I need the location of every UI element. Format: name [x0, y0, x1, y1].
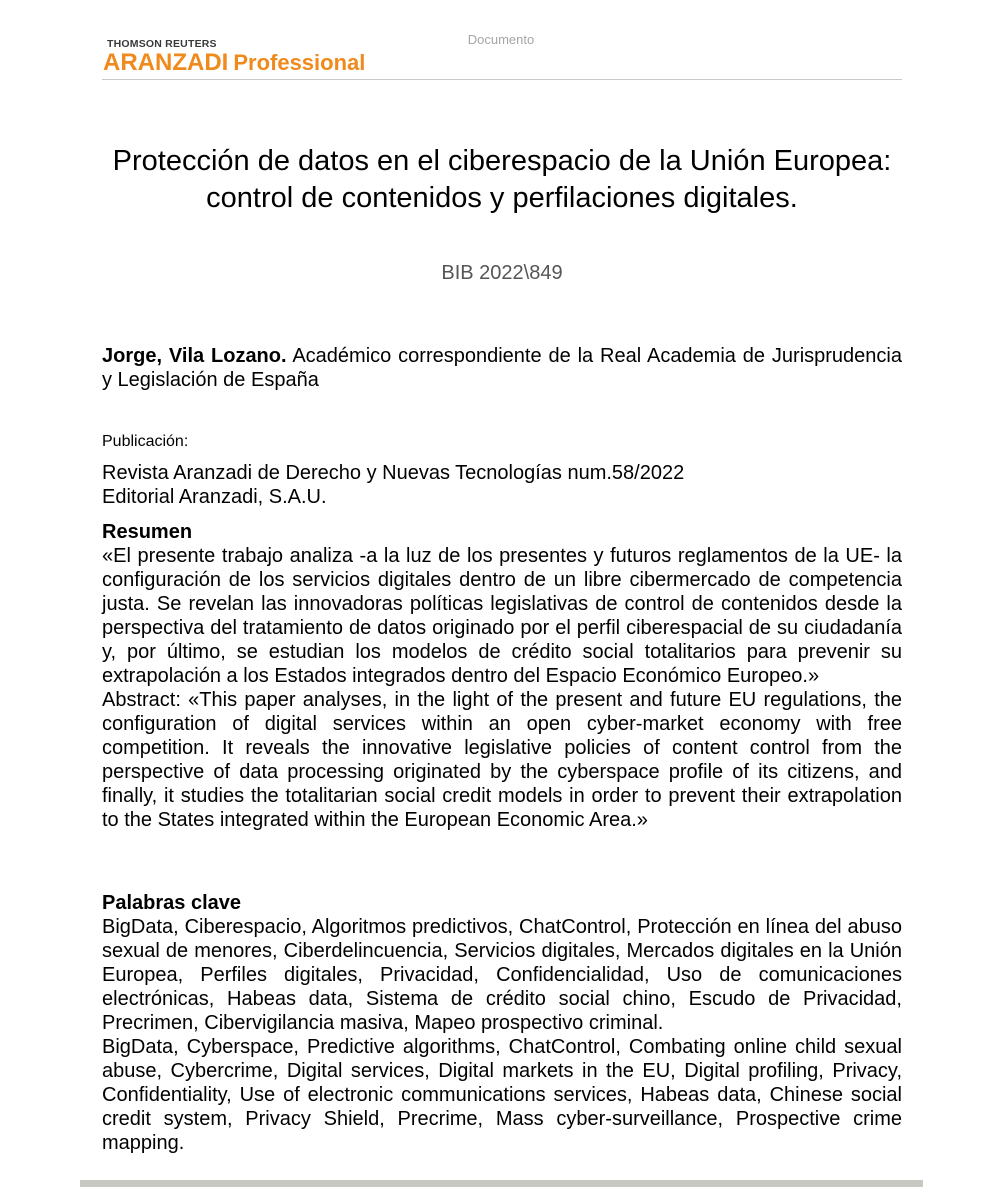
document-reference: BIB 2022\849: [441, 262, 563, 284]
header-divider: [102, 79, 902, 80]
keywords-english: BigData, Cyberspace, Predictive algorithms, ChatControl, Combating online child sexual abuse, Cybercrime, Digital services, Digital markets in the EU, Digital profiling, Privacy, Confidentiality, Use of electronic communications services, Habeas data, Chinese social credit system, Privacy Shield, Precrime, Mass cyber-surveillance, Prospective crime mapping.: [102, 1036, 902, 1154]
document-title: Protección de datos en el ciberespacio de la Unión Europea: control de contenidos y perfilaciones digitales.: [112, 145, 892, 214]
summary-english: Abstract: «This paper analyses, in the light of the present and future EU regulations, the configuration of digital services within an open cyber-market economy with free competition. It reveals the innovative legislative policies of content control from the perspective of data processing originated by the cyberspace profile of its citizens, and finally, it studies the totalitarian social credit models in order to prevent their extrapolation to the States integrated within the European Economic Area.»: [102, 689, 902, 831]
publication-block: [102, 461, 902, 509]
author-name: Jorge, Vila Lozano.: [102, 345, 287, 367]
keywords-section: [102, 891, 902, 1155]
page-bottom-bar: [80, 1180, 923, 1187]
summary-spanish: «El presente trabajo analiza -a la luz de los presentes y futuros reglamentos de la UE- la configuración de los servicios digitales dentro de un libre cibermercado de competencia justa. Se revelan las innovadoras políticas legislativas de control de contenidos desde la perspectiva del tratamiento de datos originado por el perfil ciberespacial de su ciudadanía y, por último, se estudian los modelos de crédito social totalitarios para prevenir su extrapolación a los Estados integrados dentro del Espacio Económico Europeo.»: [102, 545, 902, 687]
summary-section: [102, 520, 902, 832]
logo-aranzadi-text: ARANZADI: [103, 49, 229, 76]
publisher-logo: [102, 38, 382, 78]
publication-publisher: Editorial Aranzadi, S.A.U.: [102, 486, 327, 508]
keywords-heading: Palabras clave: [102, 892, 241, 914]
keywords-spanish: BigData, Ciberespacio, Algoritmos predictivos, ChatControl, Protección en línea del abuso sexual de menores, Ciberdelincuencia, Servicios digitales, Mercados digitales en la Unión Europea, Perfiles digitales, Privacidad, Confidencialidad, Uso de comunicaciones electrónicas, Habeas data, Sistema de crédito social chino, Escudo de Privacidad, Precrimen, Cibervigilancia masiva, Mapeo prospectivo criminal.: [102, 916, 902, 1034]
document-label: Documento: [467, 32, 535, 47]
summary-heading: Resumen: [102, 521, 193, 543]
author-block: [102, 344, 902, 392]
logo-professional-text: Professional: [233, 50, 366, 75]
logo-thomson-reuters: THOMSON REUTERS: [107, 38, 217, 50]
publication-journal: Revista Aranzadi de Derecho y Nuevas Tecnologías num.58/2022: [102, 462, 685, 484]
author-affiliation: Académico correspondiente de la Real Academia de Jurisprudencia y Legislación de España: [102, 345, 902, 391]
publication-label: Publicación:: [102, 433, 189, 450]
logo-aranzadi: [103, 50, 365, 76]
